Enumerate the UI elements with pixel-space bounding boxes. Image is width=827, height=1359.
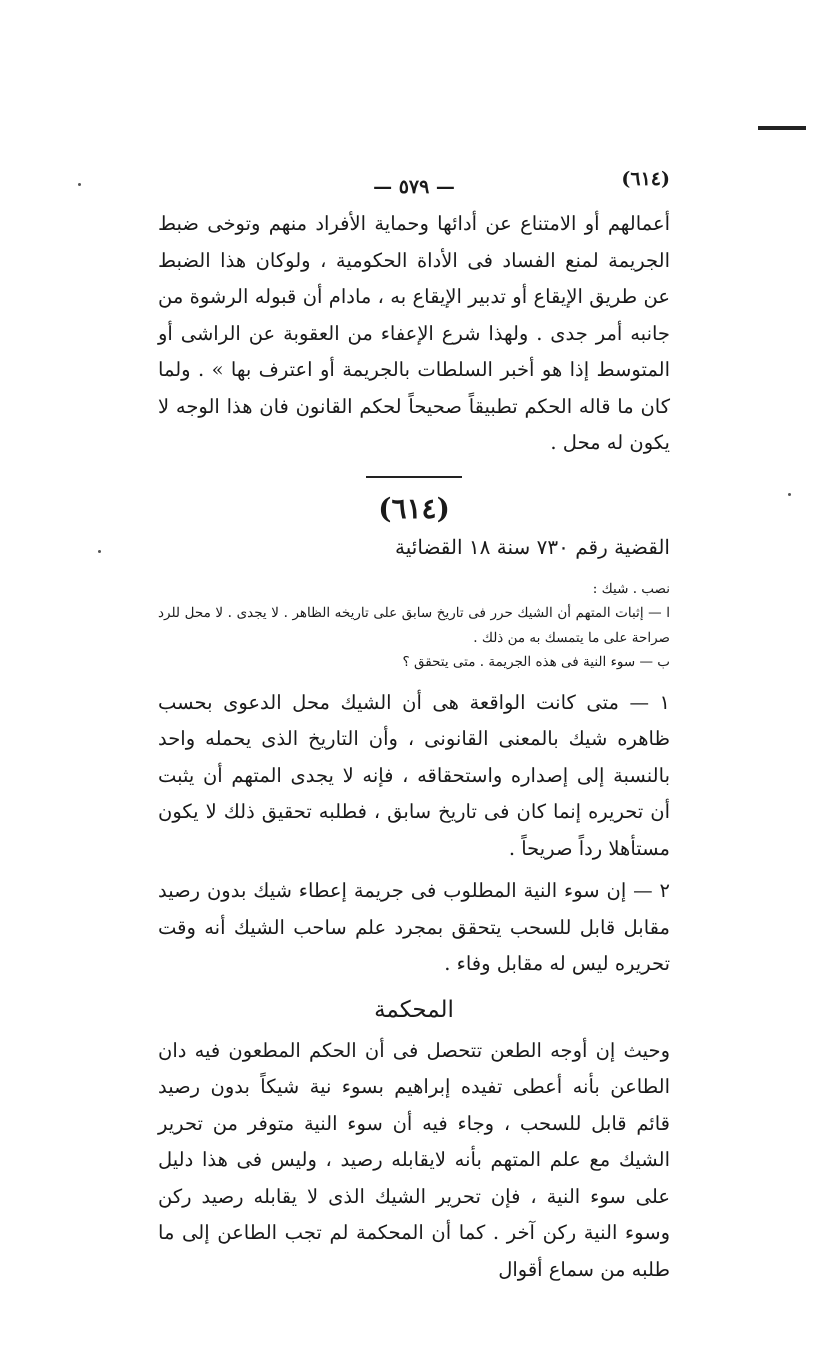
page-number: — ٥٧٩ —: [373, 176, 455, 198]
scan-speck: [78, 183, 81, 186]
section-divider: [366, 476, 462, 478]
page-content: [158, 160, 670, 1294]
ruling-number: (٦١٤): [378, 491, 450, 525]
scan-speck: [788, 493, 791, 496]
header-case-ref: (٦١٤): [621, 168, 670, 190]
summary-heading: نصب . شيك :: [592, 580, 670, 597]
principle-paragraph-2: ٢ — إن سوء النية المطلوب فى جريمة إعطاء شيك بدون رصيد مقابل قابل للسحب يتحقق بمجرد علم ساحب الشيك أنه وقت تحريره ليس له مقابل وفاء .: [158, 879, 670, 975]
summary-item-a: ا — إثبات المتهم أن الشيك حرر فى تاريخ سابق على تاريخه الظاهر . لا يجدى . لا محل للرد صراحة على ما يتمسك به من ذلك .: [158, 605, 670, 646]
top-margin-rule: [758, 126, 806, 130]
ruling-summary: [158, 577, 670, 675]
scan-speck: [98, 550, 101, 553]
previous-case-text: أعمالهم أو الامتناع عن أدائها وحماية الأفراد منهم وتوخى ضبط الجريمة لمنع الفساد فى الأداة الحكومية ، ولوكان هذا الضبط عن طريق الإيقاع أو تدبير الإيقاع به ، مادام أن قبوله الرشوة من جانبه أمر جدى . ولهذا شرع الإعفاء من العقوبة عن الراشى أو المتوسط إذا هو أخبر السلطات بالجريمة أو اعترف بها » . ولما كان ما قاله الحكم تطبيقاً صحيحاً لحكم القانون فان هذا الوجه لا يكون له محل .: [158, 212, 670, 454]
page-header: [158, 160, 670, 206]
court-heading: المحكمة: [374, 996, 454, 1023]
principle-paragraph-1: ١ — متى كانت الواقعة هى أن الشيك محل الدعوى بحسب ظاهره شيك بالمعنى القانونى ، وأن التاريخ الذى يحمله واحد بالنسبة إلى إصداره واستحقاقه ، فإنه لا يجدى المتهم أن يثبت أن تحريره إنما كان فى تاريخ سابق ، فطلبه تحقيق ذلك لا يكون مستأهلا رداً صريحاً .: [158, 690, 670, 860]
case-number-line: القضية رقم ٧٣٠ سنة ١٨ القضائية: [395, 534, 670, 559]
summary-item-b: ب — سوء النية فى هذه الجريمة . متى يتحقق ؟: [402, 654, 670, 670]
court-reasoning-text: وحيث إن أوجه الطعن تتحصل فى أن الحكم المطعون فيه دان الطاعن بأنه أعطى تفيده إبراهيم بسوء نية شيكاً بدون رصيد قائم قابل للسحب ، وجاء فيه أن سوء النية متوفر من تحرير الشيك مع علم المتهم بأنه لايقابله رصيد ، وليس فى هذا دليل على سوء النية ، فإن تحرير الشيك الذى لا يقابله رصيد ركن وسوء النية ركن آخر . كما أن المحكمة لم تجب الطاعن إلى ما طلبه من سماع أقوال: [158, 1038, 670, 1281]
